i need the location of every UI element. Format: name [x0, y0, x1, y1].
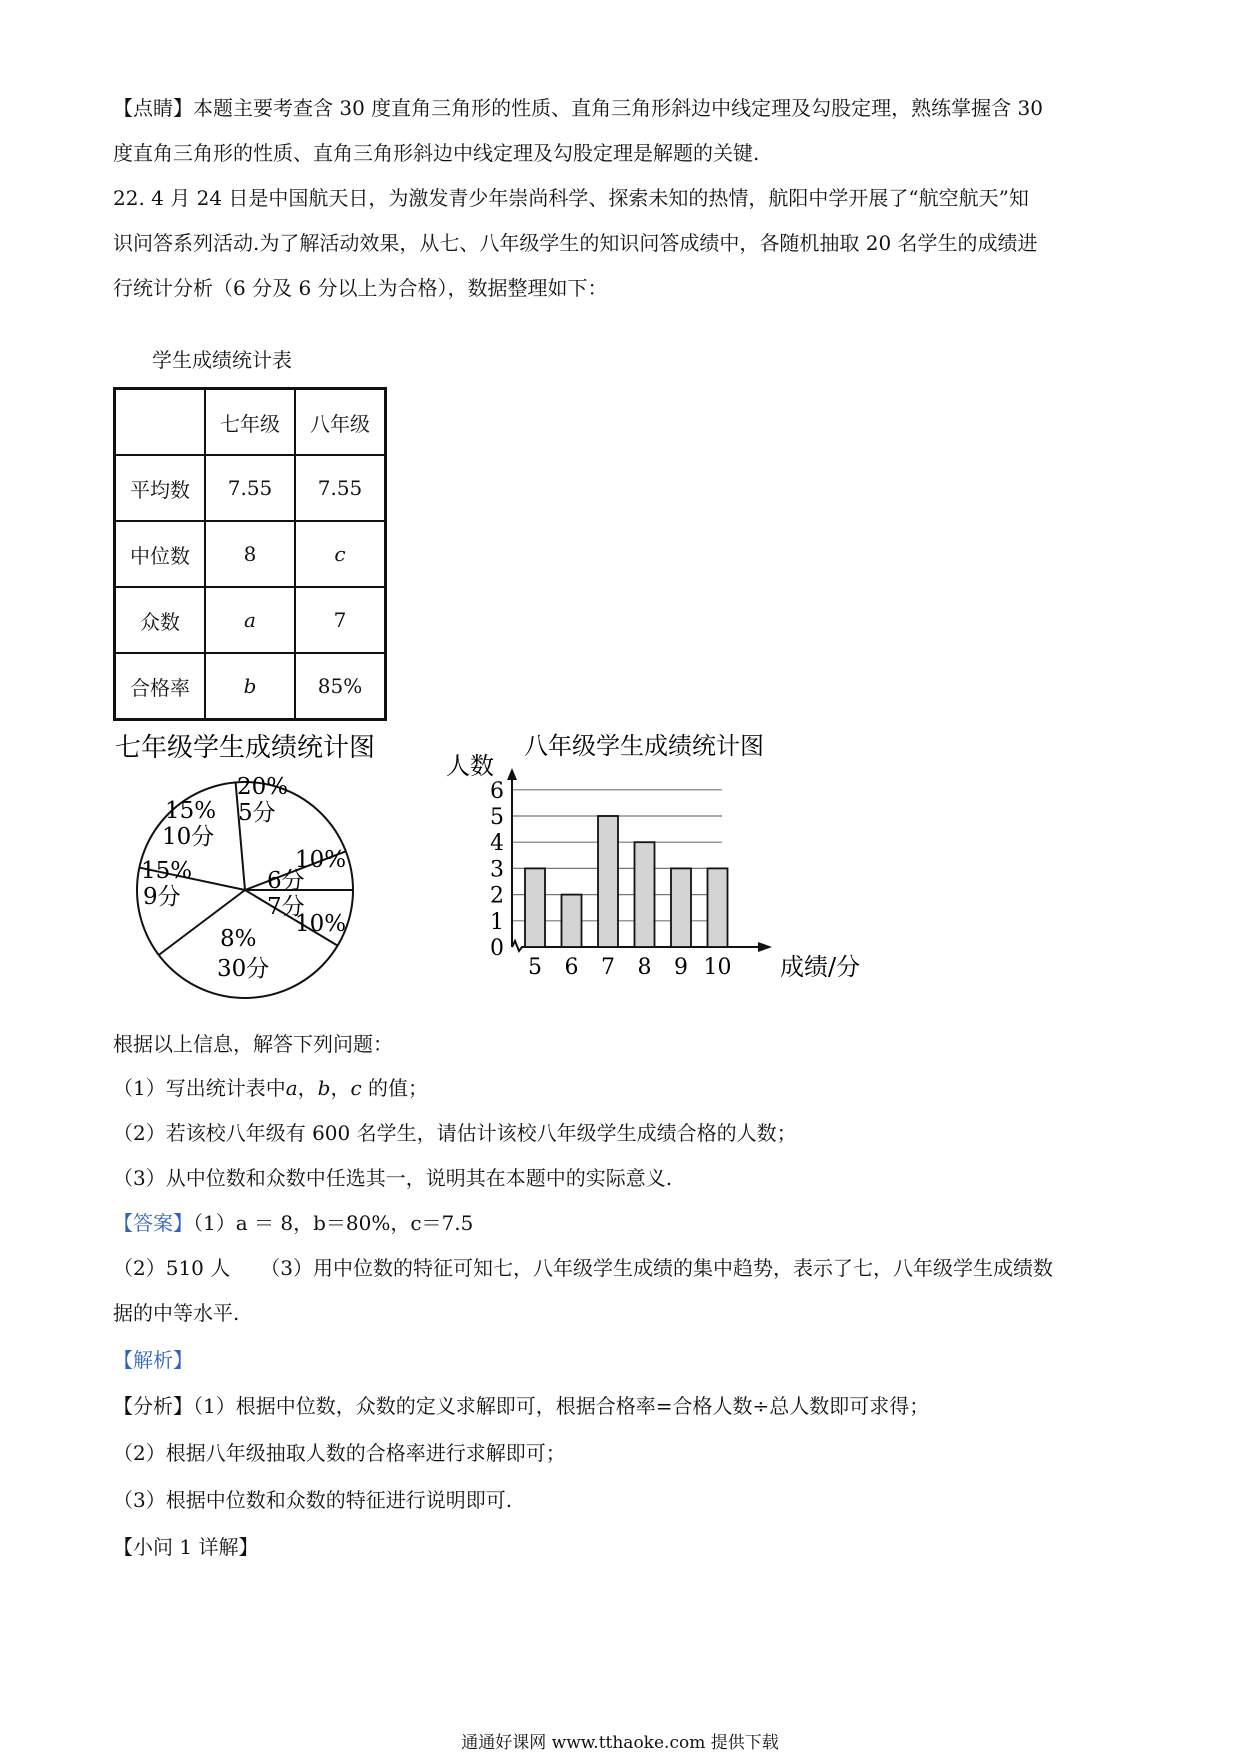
var-c: c — [350, 1076, 362, 1100]
subquestion-1 — [113, 1078, 428, 1098]
intro-line: 根据以上信息，解答下列问题： — [113, 1032, 393, 1056]
table-row — [115, 521, 386, 587]
pie-title: 七年级学生成绩统计图 — [115, 733, 376, 763]
answer-label: 【答案】 — [113, 1211, 193, 1235]
bar-5 — [525, 868, 545, 947]
table-caption: 学生成绩统计表 — [152, 348, 292, 372]
x-tick-label: 6 — [564, 955, 579, 980]
cell-g8: 85% — [295, 653, 386, 720]
x-tick-label: 5 — [528, 955, 542, 980]
y-axis-label: 人数 — [446, 752, 494, 780]
answer-1: （1）a ＝ 8，b＝80%，c＝7.5 — [193, 1211, 474, 1235]
slice-8-percent: 8% — [220, 926, 257, 952]
note-line-2: 度直角三角形的性质、直角三角形斜边中线定理及勾股定理是解题的关键. — [113, 141, 760, 165]
row-label: 平均数 — [115, 455, 206, 521]
table-header-row — [115, 389, 386, 456]
y-tick-label: 1 — [490, 909, 504, 935]
slice-8-label: 30分 — [217, 956, 270, 982]
y-tick-label: 6 — [490, 778, 504, 804]
y-axis-arrow — [507, 768, 517, 780]
slice-6-label: 6分 — [267, 868, 305, 894]
var-a: a — [285, 1076, 298, 1100]
slice-5-percent: 20% — [237, 774, 289, 800]
pie-slices — [137, 774, 353, 998]
slice-9-percent: 15% — [141, 858, 193, 884]
row-label: 众数 — [115, 587, 206, 653]
cell-g8: 7 — [295, 587, 386, 653]
question-line-2: 识问答系列活动.为了解活动效果，从七、八年级学生的知识问答成绩中，各随机抽取 20 名学生的成绩进 — [113, 231, 1038, 255]
table-row — [115, 587, 386, 653]
answer-line-2: （2）510 人 （3）用中位数的特征可知七，八年级学生成绩的集中趋势，表示了七，八年级学生成绩数 — [113, 1256, 1053, 1280]
y-tick-label: 0 — [490, 936, 504, 961]
var-b: b — [317, 1076, 331, 1100]
sub1-sep1: ， — [297, 1076, 318, 1100]
bar-chart — [440, 730, 880, 1000]
slice-10-percent: 15% — [165, 798, 217, 824]
sub1-sep2: ， — [330, 1076, 351, 1100]
cell-g8: c — [295, 521, 386, 587]
x-axis-label: 成绩/分 — [780, 953, 861, 981]
subquestion-2: （2）若该校八年级有 600 名学生，请估计该校八年级学生成绩合格的人数； — [113, 1121, 797, 1145]
table-corner-cell — [115, 389, 206, 456]
stats-table — [113, 387, 387, 721]
question-line-3: 行统计分析（6 分及 6 分以上为合格），数据整理如下： — [113, 276, 608, 300]
subquestion-3: （3）从中位数和众数中任选其一，说明其在本题中的实际意义. — [113, 1166, 673, 1190]
y-tick-label: 4 — [490, 831, 504, 857]
y-tick-label: 3 — [490, 857, 504, 883]
bar-plot — [490, 768, 772, 980]
answer-line-3: 据的中等水平. — [113, 1301, 240, 1325]
bar-6 — [562, 895, 582, 947]
x-tick-label: 10 — [703, 955, 732, 980]
cell-g7: a — [205, 587, 295, 653]
bar-10 — [708, 868, 728, 947]
row-label: 合格率 — [115, 653, 206, 720]
bar-chart-title: 八年级学生成绩统计图 — [524, 732, 764, 760]
cell-g7: 8 — [205, 521, 295, 587]
table-header-grade8: 八年级 — [295, 389, 386, 456]
slice-5-label: 5分 — [238, 800, 276, 826]
table-row — [115, 455, 386, 521]
bar-9 — [671, 868, 691, 947]
table-row — [115, 653, 386, 720]
sub1-suffix: 的值； — [361, 1076, 429, 1100]
bar-8 — [635, 842, 655, 947]
slice-10-label: 10分 — [162, 824, 215, 850]
slice-6-percent: 10% — [295, 847, 347, 873]
cell-g7: 7.55 — [205, 455, 295, 521]
analysis-line-1: 【分析】（1）根据中位数，众数的定义求解即可，根据合格率=合格人数÷总人数即可求得； — [113, 1394, 930, 1418]
analysis-line-3: （3）根据中位数和众数的特征进行说明即可. — [113, 1488, 513, 1512]
cell-g8: 7.55 — [295, 455, 386, 521]
x-tick-label: 9 — [674, 955, 688, 980]
y-tick-label: 5 — [490, 805, 504, 830]
row-label: 中位数 — [115, 521, 206, 587]
analysis-heading: 【解析】 — [113, 1348, 193, 1372]
answer-line-1 — [113, 1213, 473, 1233]
cell-g7: b — [205, 653, 295, 720]
slice-7-label: 7分 — [267, 894, 305, 920]
x-tick-label: 8 — [637, 955, 652, 980]
y-tick-label: 2 — [490, 883, 504, 909]
table-header-grade7: 七年级 — [205, 389, 295, 456]
x-axis-arrow — [758, 942, 772, 952]
analysis-line-2: （2）根据八年级抽取人数的合格率进行求解即可； — [113, 1441, 566, 1465]
bar-7 — [598, 816, 618, 947]
slice-7-percent: 10% — [295, 911, 347, 937]
question-line-1: 22. 4 月 24 日是中国航天日，为激发青少年崇尚科学、探索未知的热情，航阳中学开展了“航空航天”知 — [113, 186, 1029, 210]
slice-9-label: 9分 — [143, 884, 181, 910]
sub1-prefix: （1）写出统计表中 — [113, 1076, 286, 1100]
x-tick-label: 7 — [601, 955, 615, 980]
note-line-1: 【点睛】本题主要考查含 30 度直角三角形的性质、直角三角形斜边中线定理及勾股定理，熟练掌握含 30 — [113, 96, 1043, 120]
detail-heading: 【小问 1 详解】 — [113, 1535, 259, 1559]
page-footer: 通通好课网 www.tthaoke.com 提供下载 — [461, 1733, 779, 1753]
